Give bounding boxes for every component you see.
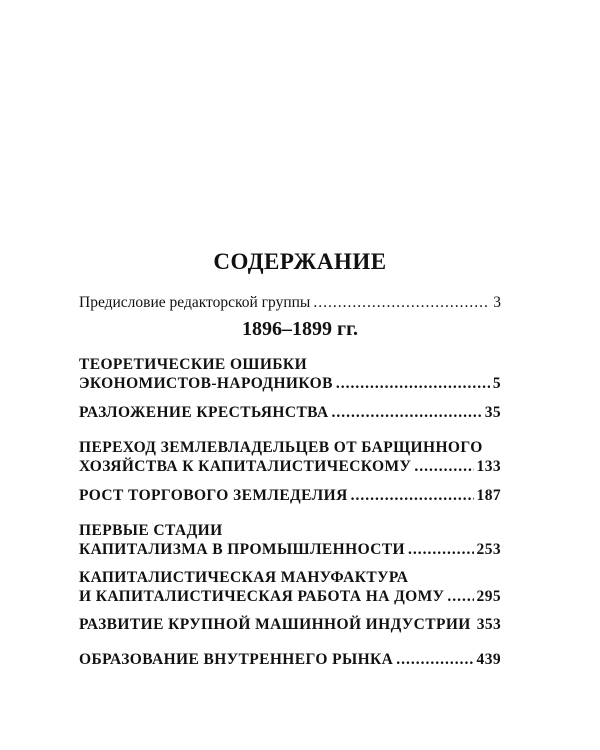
toc-entry[interactable] xyxy=(79,650,501,669)
toc-entry[interactable] xyxy=(79,521,501,559)
toc-entry-line xyxy=(79,457,501,476)
toc-entry-text: КАПИТАЛИЗМА В ПРОМЫШЛЕННОСТИ xyxy=(79,541,406,558)
dot-leader xyxy=(336,374,490,393)
toc-entry-text: РАЗЛОЖЕНИЕ КРЕСТЬЯНСТВА xyxy=(79,404,329,421)
toc-entry-line xyxy=(79,521,501,540)
toc-page-number: 5 xyxy=(492,375,501,392)
toc-page-number: 133 xyxy=(476,458,501,475)
toc-page-number: 187 xyxy=(476,487,501,504)
toc-entry[interactable] xyxy=(79,486,501,505)
toc-entry[interactable] xyxy=(79,403,501,422)
toc-page-number: 353 xyxy=(476,616,502,633)
toc-entry-preface[interactable] xyxy=(79,293,501,312)
toc-entry[interactable] xyxy=(79,568,501,606)
toc-entry-text: КАПИТАЛИСТИЧЕСКАЯ МАНУФАКТУРА xyxy=(79,569,409,586)
toc-entry[interactable] xyxy=(79,615,501,634)
toc-entry[interactable] xyxy=(79,355,501,393)
toc-entry-line xyxy=(79,374,501,393)
toc-entry-line xyxy=(79,650,501,669)
toc-entry-text: РОСТ ТОРГОВОГО ЗЕМЛЕДЕЛИЯ xyxy=(79,487,348,504)
toc-entry-line xyxy=(79,438,501,457)
toc-entry-text: И КАПИТАЛИСТИЧЕСКАЯ РАБОТА НА ДОМУ xyxy=(79,588,445,605)
toc-entry-line xyxy=(79,615,501,634)
toc-entry-text: Предисловие редакторской группы xyxy=(79,294,311,311)
toc-page-number: 35 xyxy=(484,404,501,421)
page-title: СОДЕРЖАНИЕ xyxy=(213,249,387,274)
dot-leader xyxy=(351,486,474,505)
toc-entry-line xyxy=(79,568,501,587)
section-heading: 1896–1899 гг. xyxy=(242,318,358,340)
toc-entry-text: ХОЗЯЙСТВА К КАПИТАЛИСТИЧЕСКОМУ xyxy=(79,458,412,475)
toc-entry-line xyxy=(79,540,501,559)
dot-leader xyxy=(313,293,490,312)
toc-entry-text: ЭКОНОМИСТОВ-НАРОДНИКОВ xyxy=(79,375,333,392)
dot-leader xyxy=(332,403,482,422)
toc-entry-line xyxy=(79,293,501,312)
toc-entry[interactable] xyxy=(79,438,501,476)
toc-entry-text: ПЕРЕХОД ЗЕМЛЕВЛАДЕЛЬЦЕВ ОТ БАРЩИННОГО xyxy=(79,439,483,456)
toc-entry-text: ТЕОРЕТИЧЕСКИЕ ОШИБКИ xyxy=(79,356,308,373)
toc-entry-text: ОБРАЗОВАНИЕ ВНУТРЕННЕГО РЫНКА xyxy=(79,651,394,668)
toc-page-number: 439 xyxy=(476,651,501,668)
toc-entry-text: ПЕРВЫЕ СТАДИИ xyxy=(79,522,223,539)
dot-leader xyxy=(408,540,474,559)
toc-page-number: 253 xyxy=(476,541,501,558)
toc-entry-line xyxy=(79,486,501,505)
toc-entry-line xyxy=(79,587,501,606)
toc-entry-text: РАЗВИТИЕ КРУПНОЙ МАШИННОЙ ИНДУСТРИИ xyxy=(79,616,471,633)
toc-page-number: 295 xyxy=(476,588,501,605)
toc-page-number: 3 xyxy=(493,294,501,311)
dot-leader xyxy=(414,457,473,476)
dot-leader xyxy=(447,587,473,606)
toc-entry-line xyxy=(79,355,501,374)
dot-leader xyxy=(396,650,473,669)
toc-entry-line xyxy=(79,403,501,422)
